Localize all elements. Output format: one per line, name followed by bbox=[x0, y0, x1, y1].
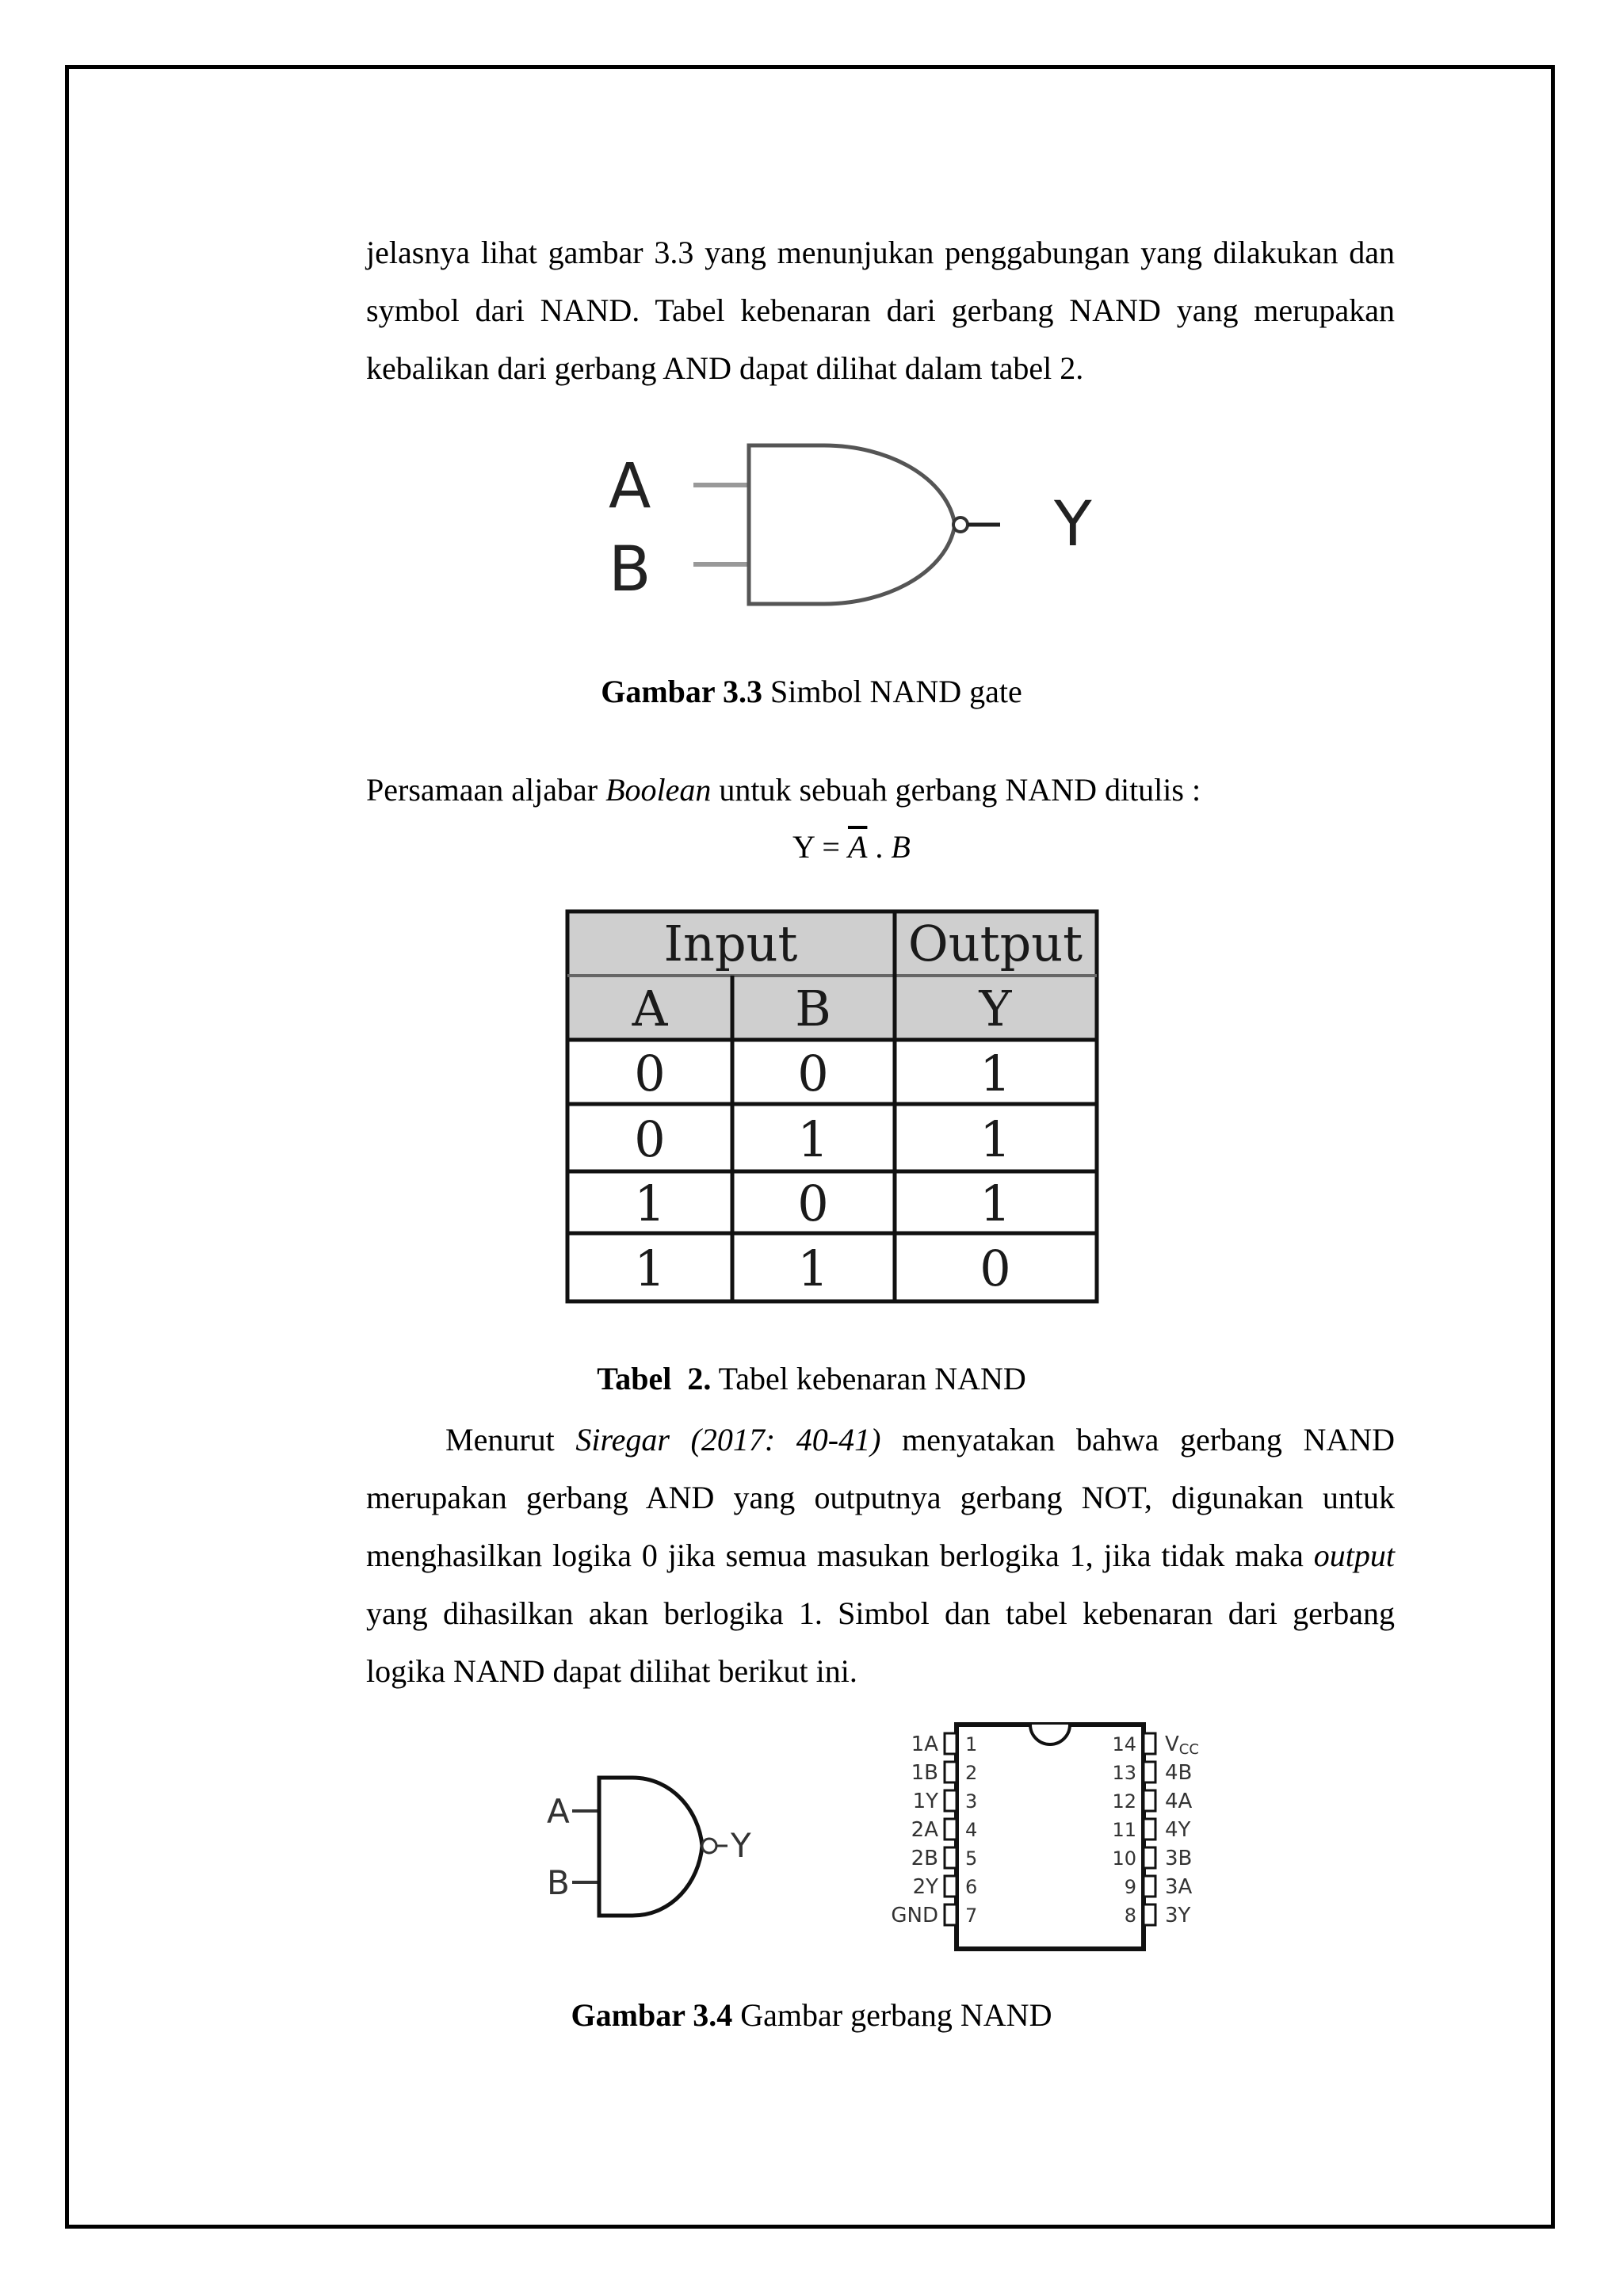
table-cell: 1 bbox=[980, 1045, 1011, 1102]
ic-pin-right bbox=[1144, 1790, 1155, 1811]
ic-pin-right bbox=[1144, 1876, 1155, 1897]
header-output: Output bbox=[907, 915, 1083, 972]
ic-pin-number-right: 11 bbox=[1112, 1819, 1136, 1841]
ic-pin-number-left: 6 bbox=[965, 1876, 978, 1898]
ic-pin-name-left: 2B bbox=[911, 1847, 938, 1870]
ic-pin-number-left: 7 bbox=[965, 1904, 978, 1927]
ic-pin-number-right: 14 bbox=[1112, 1733, 1136, 1755]
ic-pin-number-left: 4 bbox=[965, 1819, 978, 1841]
ic-pin-left bbox=[945, 1733, 957, 1754]
gate-output-y-label: Y bbox=[731, 1826, 751, 1865]
ic-pin-name-right: 3B bbox=[1165, 1847, 1193, 1870]
nand-gate-symbol-large bbox=[586, 428, 1125, 618]
ic-pin-number-right: 12 bbox=[1112, 1790, 1136, 1813]
table-cell: 0 bbox=[980, 1240, 1011, 1297]
col-header-y: Y bbox=[979, 980, 1012, 1037]
ic-pin-right bbox=[1144, 1762, 1155, 1782]
table-cell: 1 bbox=[797, 1240, 829, 1297]
ic-pin-name-left: 1A bbox=[911, 1733, 938, 1756]
ic-pin-number-left: 2 bbox=[965, 1762, 978, 1784]
ic-pin-name-left: 1Y bbox=[912, 1790, 938, 1813]
ic-pinout-diagram bbox=[840, 1720, 1220, 1958]
paragraph-siregar: Menurut Siregar (2017: 40-41) menyatakan bahwa gerbang NAND merupakan gerbang AND yang outputnya gerbang NOT, digunakan untuk menghasilkan logika 0 jika semua masukan berlogika 1, jika tidak maka output yang dihasilkan akan berlogika 1. Simbol dan tabel kebenaran dari gerbang logika NAND dapat dilihat berikut ini. bbox=[366, 1422, 1395, 1689]
ic-pin-number-right: 9 bbox=[1124, 1876, 1136, 1898]
ic-pin-right bbox=[1144, 1819, 1155, 1839]
table-cell: 0 bbox=[797, 1045, 829, 1102]
ic-pin-right bbox=[1144, 1847, 1155, 1868]
col-header-a: A bbox=[632, 980, 668, 1037]
ic-pin-name-right: 4Y bbox=[1165, 1818, 1191, 1842]
table-cell: 1 bbox=[634, 1240, 666, 1297]
ic-pin-name-left: 2Y bbox=[912, 1875, 938, 1899]
gate-input-a-label: A bbox=[547, 1792, 570, 1831]
ic-pin-number-right: 13 bbox=[1112, 1762, 1136, 1784]
input-b-label: B bbox=[609, 534, 651, 606]
ic-pin-name-right: 3Y bbox=[1165, 1904, 1191, 1927]
table-cell: 1 bbox=[797, 1110, 829, 1168]
ic-pin-name-left: 2A bbox=[911, 1818, 938, 1842]
truth-table bbox=[566, 910, 1102, 1306]
header-input: Input bbox=[663, 915, 798, 972]
ic-pin-name-left: 1B bbox=[911, 1761, 938, 1785]
table-cell: 1 bbox=[980, 1110, 1011, 1168]
ic-pin-left bbox=[945, 1847, 957, 1868]
figure-3-3-caption: Gambar 3.3 Simbol NAND gate bbox=[601, 674, 1022, 709]
figure-3-4-caption: Gambar 3.4 Gambar gerbang NAND bbox=[571, 1997, 1052, 2033]
ic-pin-left bbox=[945, 1790, 957, 1811]
gate-input-b-label: B bbox=[547, 1863, 570, 1902]
ic-pin-left bbox=[945, 1876, 957, 1897]
boolean-equation-intro: Persamaan aljabar Boolean untuk sebuah gerbang NAND ditulis : bbox=[366, 772, 1201, 808]
ic-pin-left bbox=[945, 1904, 957, 1925]
ic-pin-name-left: GND bbox=[891, 1904, 938, 1927]
ic-pin-left bbox=[945, 1762, 957, 1782]
ic-pin-name-right: 3A bbox=[1165, 1875, 1193, 1899]
table-cell: 1 bbox=[980, 1175, 1011, 1232]
col-header-b: B bbox=[795, 980, 831, 1037]
table-cell: 1 bbox=[634, 1175, 666, 1232]
ic-pin-name-right: 4B bbox=[1165, 1761, 1193, 1785]
ic-pin-name-right: VCC bbox=[1165, 1733, 1199, 1758]
ic-pin-name-right: 4A bbox=[1165, 1790, 1193, 1813]
paragraph-intro: jelasnya lihat gambar 3.3 yang menunjukan penggabungan yang dilakukan dan symbol dari NAND. Tabel kebenaran dari gerbang NAND yang merupakan kebalikan dari gerbang AND dapat dilihat dalam tabel 2. bbox=[366, 235, 1395, 386]
ic-pin-left bbox=[945, 1819, 957, 1839]
ic-pin-right bbox=[1144, 1904, 1155, 1925]
table-2-caption: Tabel 2. Tabel kebenaran NAND bbox=[597, 1361, 1026, 1396]
table-cell: 0 bbox=[797, 1175, 829, 1232]
ic-pin-number-left: 5 bbox=[965, 1847, 978, 1870]
table-cell: 0 bbox=[634, 1045, 666, 1102]
output-y-label: Y bbox=[1054, 489, 1092, 560]
nand-gate-symbol-small bbox=[539, 1763, 777, 1938]
ic-pin-right bbox=[1144, 1733, 1155, 1754]
ic-pin-number-right: 8 bbox=[1124, 1904, 1136, 1927]
ic-pin-number-left: 3 bbox=[965, 1790, 978, 1813]
ic-pin-number-right: 10 bbox=[1112, 1847, 1136, 1870]
boolean-equation: $Y = \overline{A}$ . B bbox=[792, 829, 911, 865]
table-cell: 0 bbox=[634, 1110, 666, 1168]
ic-pin-number-left: 1 bbox=[965, 1733, 978, 1755]
input-a-label: A bbox=[609, 451, 651, 522]
